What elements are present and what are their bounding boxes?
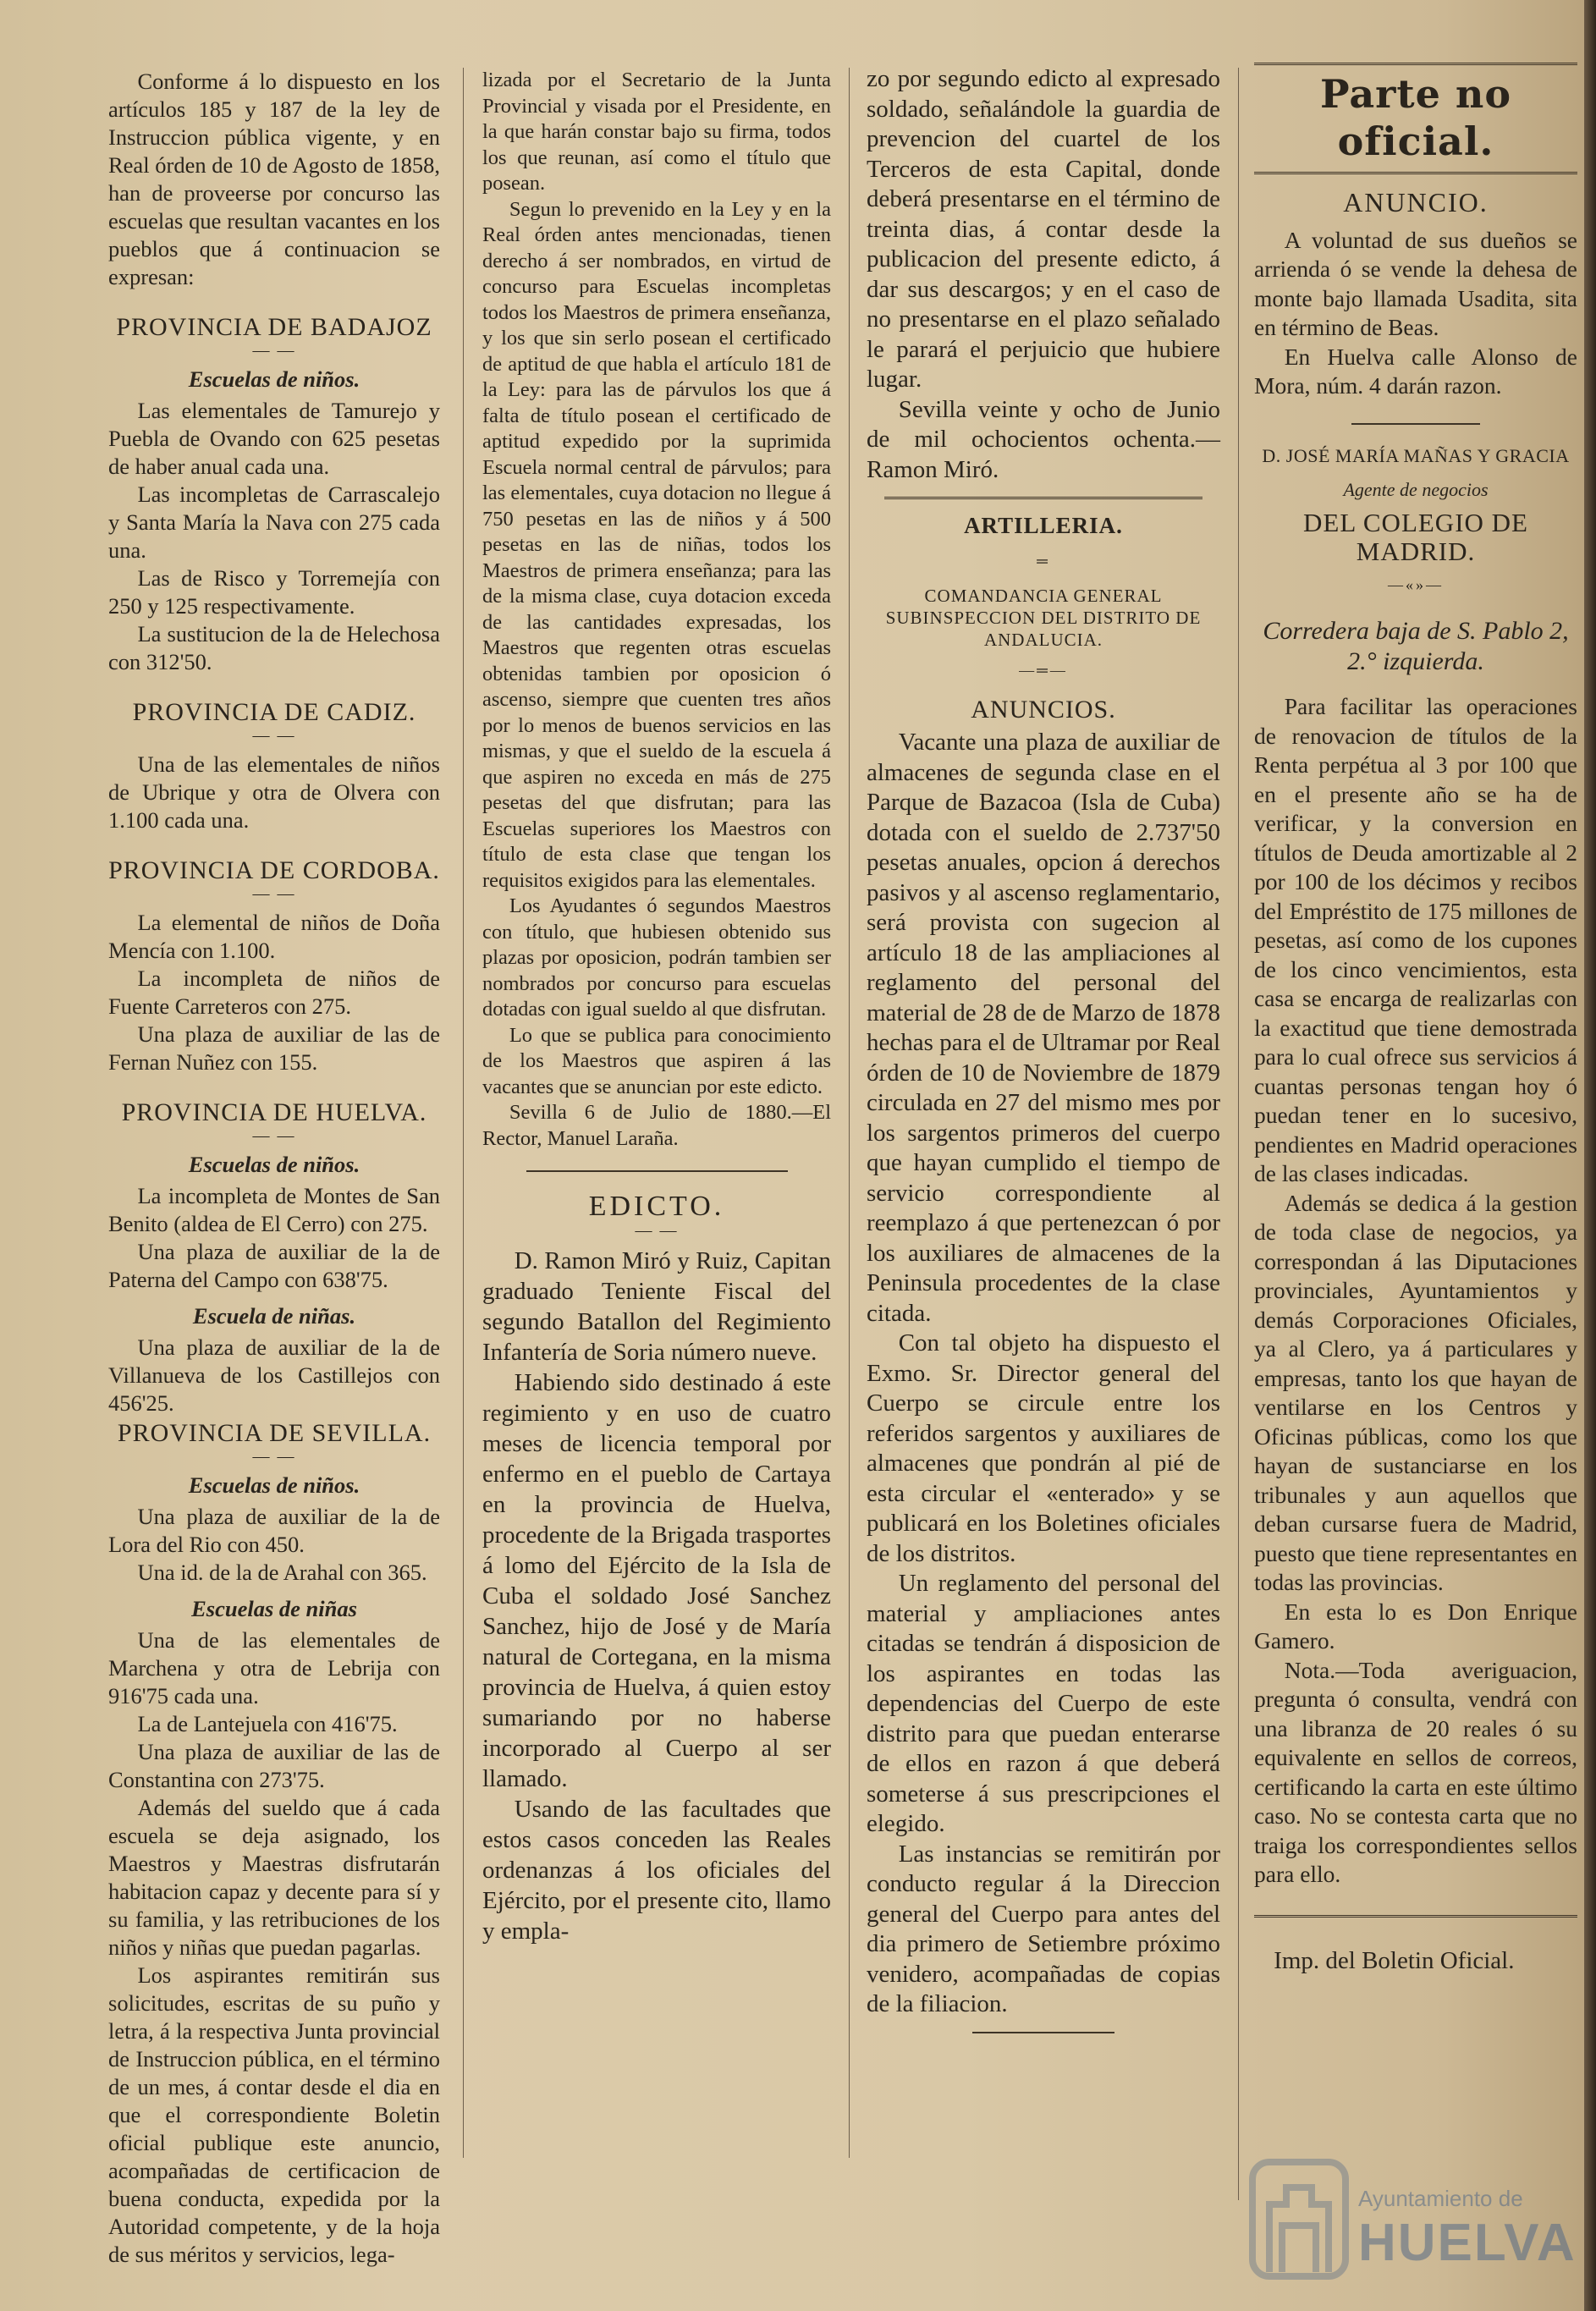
paragraph: Usando de las facultades que estos casos conceden las Reales ordenanzas á los oficiales del Ejército, por el presente cito, llamo y empla-	[482, 1795, 831, 1945]
anuncio-heading: ANUNCIO.	[1343, 187, 1489, 217]
paragraph: A voluntad de sus dueños se arrienda ó se vende la dehesa de monte bajo llamada Usadita, sita en término de Beas.	[1254, 226, 1577, 340]
divider: —═—	[1019, 662, 1068, 679]
subheading: Escuelas de niños.	[188, 1472, 360, 1498]
divider	[108, 730, 440, 740]
paragraph: Con tal objeto ha dispuesto el Exmo. Sr. Director general del Cuerpo se circule entre los referidos sargentos y auxiliares de almacenes que pondrán al pié de esta circular el «enterado» y se publicará en los Boletines oficiales de los distritos.	[867, 1329, 1220, 1567]
paragraph: Para facilitar las operaciones de renovacion de títulos de la Renta perpétua al 3 por 100 que en el presente año se ha de verificar, y la conversion en títulos de Deuda amortizable al 2 por 100 de los décimos y recibos del Empréstito de 175 millones de pesetas, así como de los cupones de los cinco vencimientos, esta casa se encarga de realizarlas con la exactitud que tiene demostrada para lo cual ofrece sus servicios á cuantas personas tengan hoy ó puedan tener en lo sucesivo, pendientes en Madrid operaciones de las clases indicadas.	[1254, 693, 1577, 1186]
paragraph: Una de las elementales de Marchena y otra de Lebrija con 916'75 cada una.	[108, 1627, 440, 1708]
paragraph: Una id. de la de Arahal con 365.	[137, 1560, 427, 1585]
edicto-heading: EDICTO.	[588, 1191, 725, 1222]
paragraph: Una plaza de auxiliar de la de Villanueva de los Castillejos con 456'25.	[108, 1334, 440, 1416]
imprint: Imp. del Boletin Oficial.	[1274, 1946, 1515, 1974]
column-1	[108, 68, 440, 2269]
paragraph: Las instancias se remitirán por conducto regular á la Direccion general del Cuerpo para antes del dia primero de Setiembre próximo venidero, acompañadas de copias de la filiacion.	[867, 1840, 1220, 2017]
watermark-line-1: Ayuntamiento de	[1358, 2186, 1523, 2211]
comandancia-heading: COMANDANCIA GENERAL SUBINSPECCION DEL DISTRITO DE ANDALUCIA.	[885, 586, 1202, 650]
province-heading-huelva: PROVINCIA DE HUELVA.	[121, 1098, 427, 1126]
divider	[1254, 63, 1577, 65]
paragraph: En esta lo es Don Enrique Gamero.	[1254, 1598, 1577, 1653]
divider	[1254, 172, 1577, 174]
signature: Sevilla 6 de Julio de 1880.—El Rector, Manuel Laraña.	[482, 1101, 831, 1150]
paragraph: Vacante una plaza de auxiliar de almacenes de segunda clase en el Parque de Bazacoa (Isla de Cuba) dotada con el sueldo de 2.737'50 pesetas anuales, opcion á derechos pasivos y al ascenso reglamentario, será provista con sugecion al artículo 18 de las ampliaciones al reglamento del personal del material de 28 de de Marzo de 1878 hechas para el de Ultramar por Real órden de 10 de Noviembre de 1879 circulada en 27 del mismo mes por los sargentos primeros del cuerpo que hayan cumplido el tiempo de servicio correspondiente al reemplazo á que pertenezcan ó por los auxiliares de almacenes de la Peninsula procedentes de la clase citada.	[867, 729, 1220, 1327]
paragraph: En Huelva calle Alonso de Mora, núm. 4 darán razon.	[1254, 343, 1577, 399]
agent-address: Corredera baja de S. Pablo 2, 2.° izquierda.	[1263, 617, 1569, 675]
paragraph: Los Ayudantes ó segundos Maestros con título, que hubiesen obtenido sus plazas por oposicion, podrán tambien ser nombrados por concurso para escuelas dotadas con igual sueldo al que disfrutan.	[482, 894, 831, 1021]
intro-paragraph: Conforme á lo dispuesto en los artículos 185 y 187 de la ley de Instruccion pública vigente, y en Real órden de 10 de Agosto de 1858, han de proveerse por concurso las escuelas que resultan vacantes en los pueblos que á continuacion se expresan:	[108, 69, 440, 289]
column-4	[1254, 63, 1577, 1975]
watermark-line-2: HUELVA	[1358, 2214, 1577, 2272]
anuncios-heading: ANUNCIOS.	[971, 695, 1116, 724]
column-rule	[849, 68, 850, 2158]
province-heading-sevilla: PROVINCIA DE SEVILLA.	[117, 1419, 432, 1447]
divider	[108, 345, 440, 355]
paragraph: Las elementales de Tamurejo y Puebla de Ovando con 625 pesetas de haber anual cada una.	[108, 398, 440, 479]
colegio-heading: DEL COLEGIO DE MADRID.	[1303, 507, 1528, 566]
subheading: Escuelas de niñas	[191, 1596, 357, 1621]
paragraph: Las incompletas de Carrascalejo y Santa María la Nava con 275 cada una.	[108, 481, 440, 563]
divider	[108, 889, 440, 899]
paragraph: Nota.—Toda averiguacion, pregunta ó consulta, vendrá con una libranza de 20 reales ó su equivalente en sellos de correos, certificando la carta en este último caso. No se contesta carta que no traiga los correspondientes sellos para ello.	[1254, 1656, 1577, 1887]
paragraph: La elemental de niños de Doña Mencía con 1.100.	[108, 910, 440, 963]
parte-no-oficial-heading: Parte no oficial.	[1319, 71, 1512, 164]
paragraph: Una plaza de auxiliar de las de Fernan Nuñez con 155.	[108, 1021, 440, 1075]
paragraph: Segun lo prevenido en la Ley y en la Real órden antes mencionadas, tienen derecho á ser nombrados, en virtud de concurso para Escuelas incompletas todos los Maestros de primera enseñanza, y los que sin serlo posean el certificado de aptitud de que habla el artículo 181 de la Ley: para las de párvulos los que á falta de título posean el certificado de aptitud expedido por la suprimida Escuela normal central de párvulos; para las elementales, cuya dotacion no llegue á 750 pesetas en las de niños y á 500 pesetas en las de niñas, todos los Maestros de primera enseñanza; para las de la misma clase, cuya dotacion exceda de las cantidades expresadas, los Maestros que regenten otras escuelas obtenidas tambien por oposicion ó ascenso, siempre que cuenten tres años por lo menos de buenos servicios en las mismas, y que el sueldo de la escuela á que aspiren no exceda en más de 275 pesetas del que disfrutan; para las Escuelas superiores los Maestros con título de esta clase que tengan los requisitos exigidos para las elementales.	[482, 197, 831, 892]
agent-name: D. JOSÉ MARÍA MAÑAS Y GRACIA	[1262, 444, 1570, 466]
column-3	[867, 64, 1220, 2045]
paragraph: Las de Risco y Torremejía con 250 y 125 respectivamente.	[108, 565, 440, 619]
paragraph: La de Lantejuela con 416'75.	[137, 1711, 398, 1736]
paragraph: Además del sueldo que á cada escuela se deja asignado, los Maestros y Maestras disfrutarán habitacion capaz y decente para sí y su familia, y las retribuciones de los niños y niñas que puedan pagarlas.	[108, 1795, 440, 1960]
divider	[1254, 1915, 1577, 1918]
paragraph: D. Ramon Miró y Ruiz, Capitan graduado Teniente Fiscal del segundo Batallon del Regimiento Infantería de Soria número nueve.	[482, 1246, 831, 1366]
column-rule	[1238, 68, 1239, 2200]
subheading: Escuelas de niños.	[188, 366, 360, 392]
paragraph: Una plaza de auxiliar de la de Lora del Rio con 450.	[108, 1504, 440, 1557]
paragraph: Una plaza de auxiliar de las de Constantina con 273'75.	[108, 1739, 440, 1792]
binding-edge	[1584, 0, 1596, 2311]
agent-role: Agente de negocios	[1343, 479, 1489, 500]
column-2	[482, 68, 831, 1946]
divider	[108, 1131, 440, 1141]
divider: ═	[1037, 552, 1050, 569]
signature: Sevilla veinte y ocho de Junio de mil ochocientos ochenta.—Ramon Miró.	[867, 395, 1220, 483]
divider	[884, 497, 1203, 499]
paragraph: lizada por el Secretario de la Junta Provincial y visada por el Presidente, en la que harán constar bajo su firma, todos los que reunan, así como el título que posean.	[482, 69, 831, 195]
divider	[108, 1451, 440, 1461]
subheading: Escuelas de niños.	[188, 1152, 360, 1177]
paragraph: Además se dedica á la gestion de toda clase de negocios, ya correspondan á las Diputaciones provinciales, Ayuntamientos y demás Corporaciones Oficiales, ya al Clero, ya á particulares y empresas, tanto los que hayan de ventilarse en los Centros y Oficinas públicas, como los que hayan de sustanciarse en los tribunales y aun aquellos que deban cursarse fuera de Madrid, puesto que tiene representantes en todas las provincias.	[1254, 1189, 1577, 1595]
province-heading-badajoz: PROVINCIA DE BADAJOZ	[116, 313, 432, 341]
paragraph: La incompleta de Montes de San Benito (aldea de El Cerro) con 275.	[108, 1183, 440, 1236]
paragraph: Un reglamento del personal del material y ampliaciones antes citadas se tendrán á disposicion de los aspirantes en todas las dependencias del Cuerpo de este distrito para que puedan enterarse de ellos en razon á que deberá someterse á sus prescripciones el elegido.	[867, 1570, 1220, 1837]
paragraph: zo por segundo edicto al expresado soldado, señalándole la guardia de prevencion del cuartel de los Terceros de esta Capital, donde deberá presentarse en el término de treinta dias, á contar desde la publicacion del presente edicto, á dar sus descargos; y en el caso de no presentarse en el plazo señalado le parará el perjuicio que hubiere lugar.	[867, 65, 1220, 393]
paragraph: Los aspirantes remitirán sus solicitudes, escritas de su puño y letra, á la respectiva Junta provincial de Instruccion pública, en el término de un mes, á contar desde el dia en que el correspondiente Boletin oficial publique este anuncio, acompañadas de certificacion de buena conducta, expedida por la Autoridad competente, y de la hoja de sus méritos y servicios, lega-	[108, 1962, 440, 2267]
province-heading-cadiz: PROVINCIA DE CADIZ.	[132, 698, 416, 726]
province-heading-cordoba: PROVINCIA DE CORDOBA.	[108, 856, 440, 884]
divider	[1351, 423, 1481, 425]
paragraph: La incompleta de niños de Fuente Carreteros con 275.	[108, 966, 440, 1019]
artilleria-heading: ARTILLERIA.	[964, 513, 1123, 538]
divider	[526, 1170, 788, 1172]
paragraph: La sustitucion de la de Helechosa con 312'50.	[108, 621, 440, 674]
divider: —«»—	[1388, 575, 1444, 593]
divider	[972, 2032, 1114, 2033]
paragraph: Una plaza de auxiliar de la de Paterna del Campo con 638'75.	[108, 1239, 440, 1292]
column-rule	[463, 68, 464, 2158]
subheading: Escuela de niñas.	[192, 1303, 356, 1329]
divider	[482, 1225, 831, 1235]
paragraph: Lo que se publica para conocimiento de los Maestros que aspiren á las vacantes que se anuncian por este edicto.	[482, 1023, 831, 1098]
paragraph: Una de las elementales de niños de Ubrique y otra de Olvera con 1.100 cada una.	[108, 751, 440, 833]
paragraph: Habiendo sido destinado á este regimiento y en uso de cuatro meses de licencia temporal por enfermo en el pueblo de Cartaya en la provincia de Huelva, procedente de la Brigada trasportes á lomo del Ejército de la Isla de Cuba el soldado José Sanchez Sanchez, hijo de José y de María natural de Cortegana, en la misma provincia de Huelva, á quien estoy sumariando por no haberse incorporado al Cuerpo al ser llamado.	[482, 1368, 831, 1792]
